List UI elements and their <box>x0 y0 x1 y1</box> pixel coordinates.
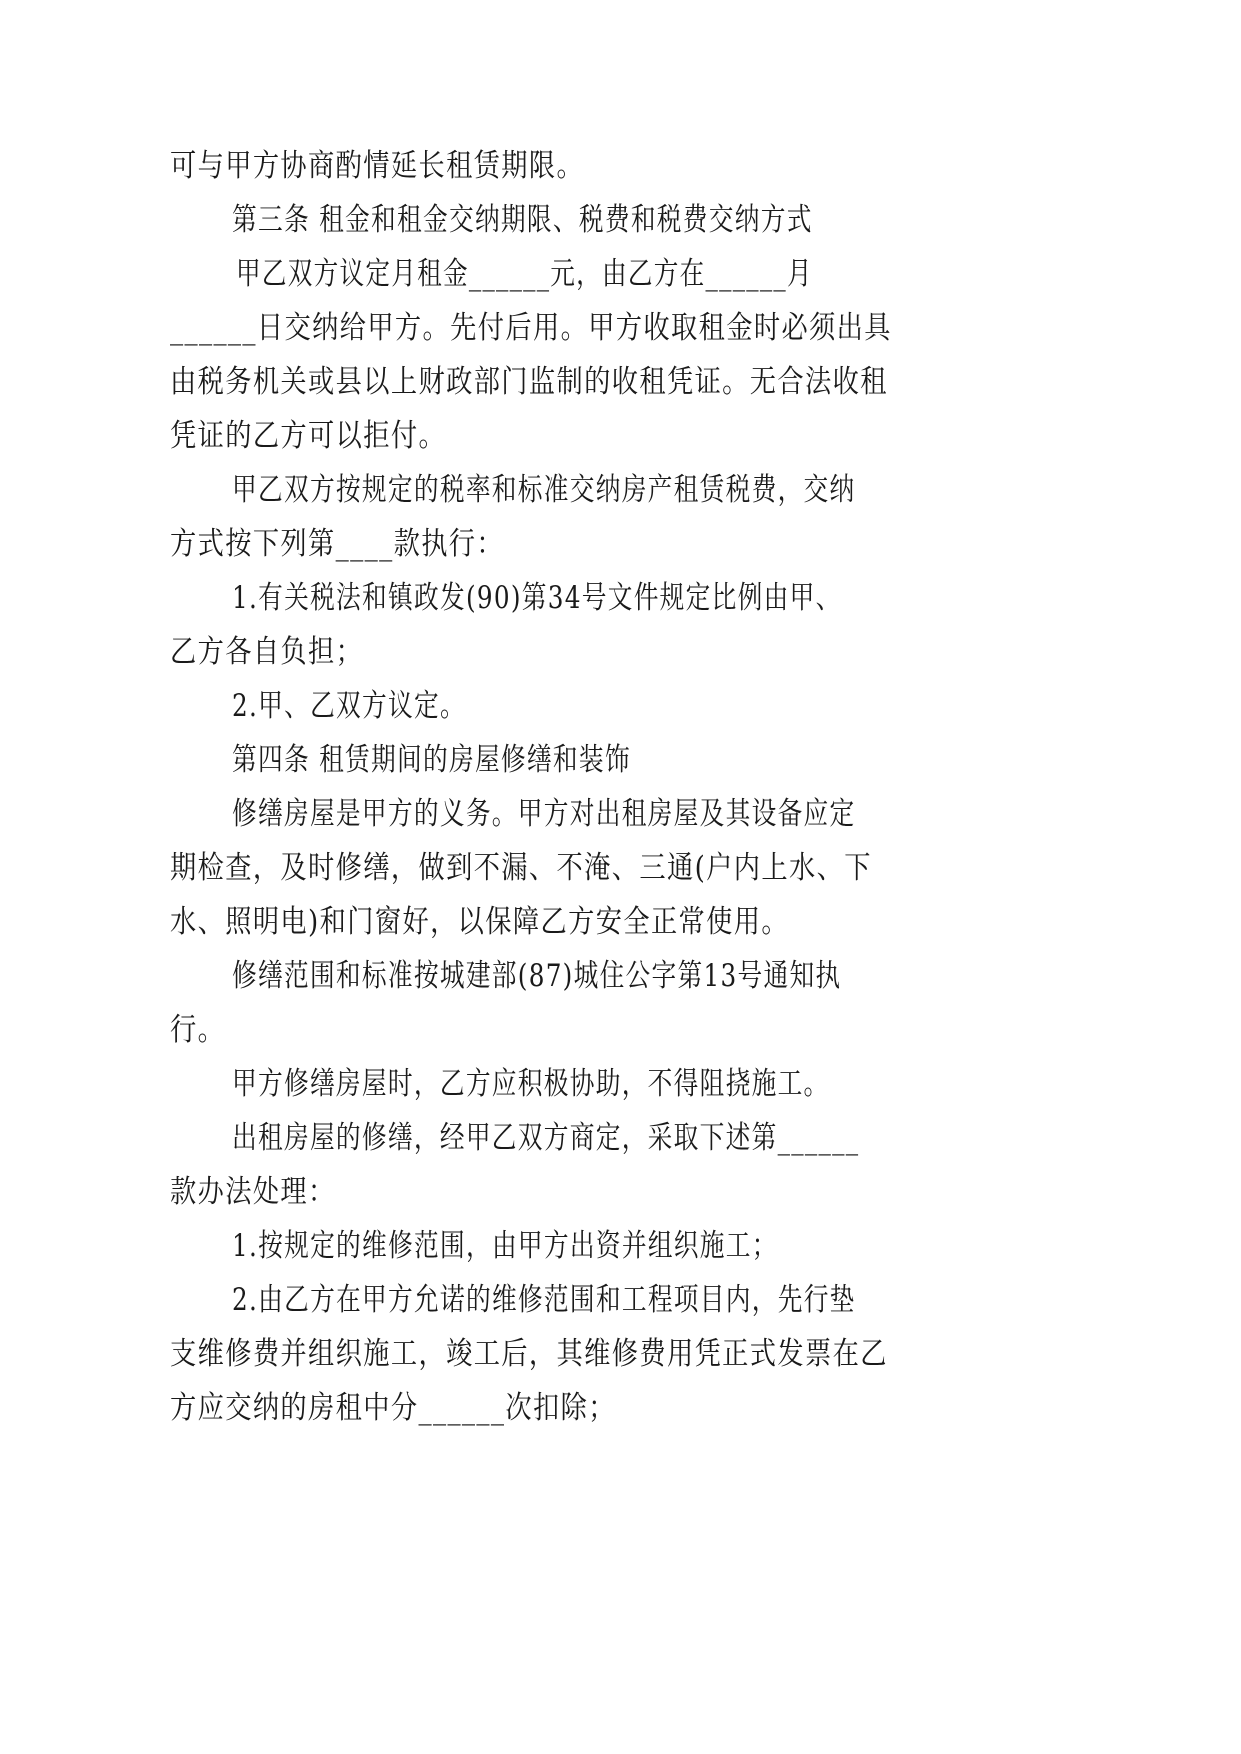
list-item: 1.有关税法和镇政发(90)第34号文件规定比例由甲、 <box>232 580 842 616</box>
text-line: 支维修费并组织施工，竣工后，其维修费用凭正式发票在乙 <box>170 1336 888 1372</box>
text-line: 乙方各自负担； <box>170 634 364 670</box>
text-line: 由税务机关或县以上财政部门监制的收租凭证。无合法收租 <box>170 364 888 400</box>
text-line: 甲乙双方议定月租金______元，由乙方在______月 <box>236 256 813 292</box>
text-line: 行。 <box>170 1012 226 1048</box>
text-line: 甲方修缮房屋时，乙方应积极协助，不得阻挠施工。 <box>232 1066 830 1102</box>
section-heading: 第四条 租赁期间的房屋修缮和装饰 <box>232 742 631 778</box>
text-line: 修缮范围和标准按城建部(87)城住公字第13号通知执 <box>232 958 842 994</box>
text-line: 水、照明电)和门窗好，以保障乙方安全正常使用。 <box>170 904 790 940</box>
list-item: 2.由乙方在甲方允诺的维修范围和工程项目内，先行垫 <box>232 1282 856 1318</box>
text-line: 甲乙双方按规定的税率和标准交纳房产租赁税费，交纳 <box>232 472 856 508</box>
text-line: 方式按下列第____款执行： <box>170 526 505 562</box>
text-line: 可与甲方协商酌情延长租赁期限。 <box>170 148 585 184</box>
text-line: 出租房屋的修缮，经甲乙双方商定，采取下述第______ <box>232 1120 860 1156</box>
text-line: 方应交纳的房租中分______次扣除； <box>170 1390 616 1426</box>
list-item: 2.甲、乙双方议定。 <box>232 688 466 724</box>
section-heading: 第三条 租金和租金交纳期限、税费和税费交纳方式 <box>232 202 813 238</box>
text-line: ______日交纳给甲方。先付后用。甲方收取租金时必须出具 <box>170 310 892 346</box>
text-line: 修缮房屋是甲方的义务。甲方对出租房屋及其设备应定 <box>232 796 856 832</box>
text-line: 凭证的乙方可以拒付。 <box>170 418 447 454</box>
text-line: 款办法处理： <box>170 1174 336 1210</box>
list-item: 1.按规定的维修范围，由甲方出资并组织施工； <box>232 1228 778 1264</box>
text-line: 期检查，及时修缮，做到不漏、不淹、三通(户内上水、下 <box>170 850 872 886</box>
